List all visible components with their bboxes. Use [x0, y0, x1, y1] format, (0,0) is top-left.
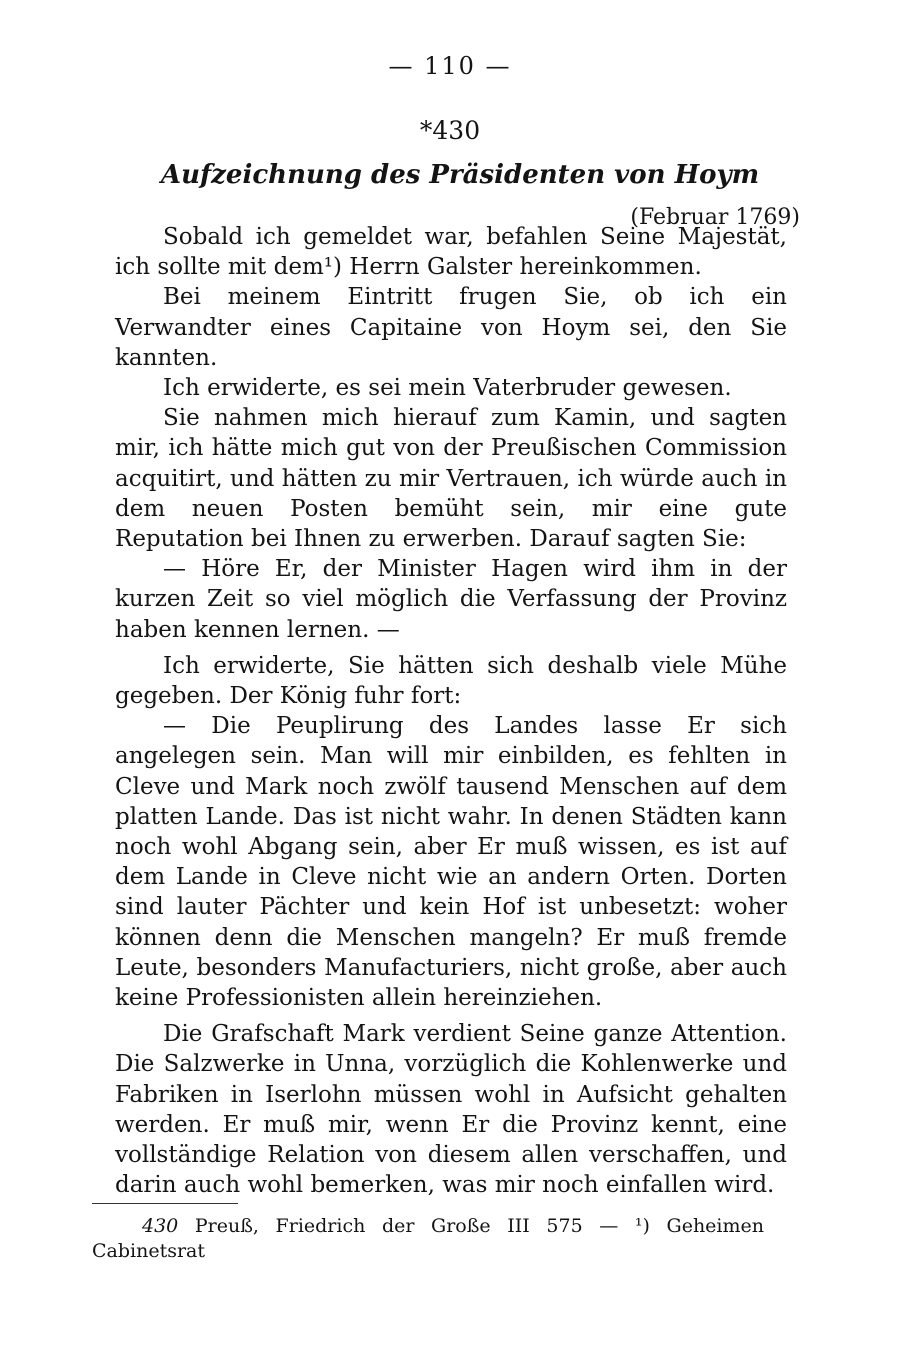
- page-number: — 110 —: [388, 52, 512, 80]
- footnote-text: Preuß, Friedrich der Große III 575 — ¹) Geheimen Cabinetsrat: [92, 1215, 764, 1262]
- document-body: [115, 222, 787, 1201]
- document-title: Aufzeichnung des Präsidenten von Hoym: [160, 160, 760, 190]
- paragraph: Sie nahmen mich hierauf zum Kamin, und sagten mir, ich hätte mich gut von der Preußischen Commission acquitirt, und hätten zu mir Vertrauen, ich würde auch in dem neuen Posten bemüht sein, mir eine gute Reputation bei Ihnen zu erwerben. Darauf sagten Sie:: [115, 405, 787, 553]
- paragraph: Ich erwiderte, es sei mein Vaterbruder gewesen.: [163, 375, 732, 402]
- document-date: (Februar 1769): [630, 205, 800, 230]
- footnote: [92, 1214, 764, 1264]
- paragraph: Bei meinem Eintritt frugen Sie, ob ich ein Verwandter eines Capitaine von Hoym sei, den Sie kannten.: [115, 284, 787, 371]
- paragraph: Ich erwiderte, Sie hätten sich deshalb viele Mühe gegeben. Der König fuhr fort:: [115, 652, 787, 710]
- document-number: *430: [419, 116, 481, 145]
- paragraph: Sobald ich gemeldet war, befahlen Seine Majestät, ich sollte mit dem¹) Herrn Galster hereinkommen.: [115, 224, 787, 281]
- paragraph: — Die Peuplirung des Landes lasse Er sich angelegen sein. Man will mir einbilden, es fehlten in Cleve und Mark noch zwölf tausend Menschen auf dem platten Lande. Das ist nicht wahr. In denen Städten kann noch wohl Abgang sein, aber Er muß wissen, es ist auf dem Lande in Cleve nicht wie an andern Orten. Dorten sind lauter Pächter und kein Hof ist unbesetzt: woher können denn die Menschen mangeln? Er muß fremde Leute, besonders Manufacturiers, nicht große, aber auch keine Professionisten allein hereinziehen.: [115, 713, 787, 1012]
- footnote-divider: [92, 1203, 238, 1204]
- footnote-number: 430: [142, 1215, 179, 1237]
- paragraph: — Höre Er, der Minister Hagen wird ihm in der kurzen Zeit so viel möglich die Verfassung der Provinz haben kennen lernen. —: [115, 556, 787, 643]
- paragraph: Die Grafschaft Mark verdient Seine ganze Attention. Die Salzwerke in Unna, vorzüglich die Kohlenwerke und Fabriken in Iserlohn müssen wohl in Aufsicht gehalten werden. Er muß mir, wenn Er die Provinz kennt, eine vollständige Relation von diesem allen verschaffen, und darin auch wohl bemerken, was mir noch einfallen wird.: [115, 1021, 787, 1199]
